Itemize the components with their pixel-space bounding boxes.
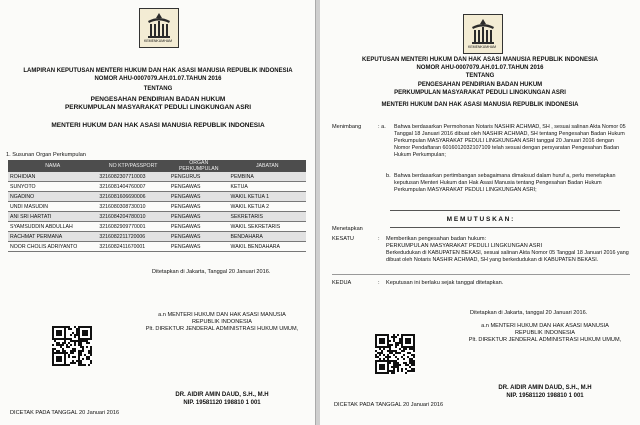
kesatu-detail: Berkedudukan di KABUPATEN BEKASI, sesuai salinan Akta Nomor 05 Tanggal 18 Januari 2016 yang dibuat oleh Notaris NASHIR ACHMAD, SH yang berkedudukan di KABUPATEN BEKASI. [386,250,629,263]
divider [390,210,620,211]
cell-organ: PENGAWAS [169,182,229,192]
subject-line-2: PERKUMPULAN MASYARAKAT PEDULI LINGKUNGAN ASRI [394,90,566,96]
place-date: Ditetapkan di Jakarta, Tanggal 20 Januari 2016. [152,269,271,275]
cell-organ: PENGAWAS [169,192,229,202]
cell-ktp: 3216082411670001 [97,242,169,252]
sign-line-1: a.n MENTERI HUKUM DAN HAK ASASI MANUSIA [158,312,286,318]
cell-nama: UNDI MASUDIN [8,202,97,212]
subject-line-1: PENGESAHAN PENDIRIAN BADAN HUKUM [90,96,226,103]
cell-organ: PENGAWAS [169,222,229,232]
kesatu-entity: PERKUMPULAN MASYARAKAT PEDULI LINGKUNGAN ASRI [386,243,543,249]
signer-nip: NIP. 19581120 198810 1 001 [506,393,584,399]
cell-jabatan: PEMBINA [229,172,307,182]
sign-line-1: a.n MENTERI HUKUM DAN HAK ASASI MANUSIA [481,323,609,329]
table-row [8,222,306,232]
cell-organ: PENGAWAS [169,242,229,252]
decree-number: NOMOR AHU-0007079.AH.01.07.TAHUN 2016 [416,65,544,71]
sign-line-3: Plt. DIREKTUR JENDERAL ADMINISTRASI HUKUM UMUM, [468,337,622,343]
cell-ktp: 3216081606690006 [97,192,169,202]
table-row [8,212,306,222]
cell-organ: PENGAWAS [169,232,229,242]
header-jabatan: JABATAN [229,160,307,172]
table-row [8,242,306,252]
table-row [8,192,306,202]
attachment-title: LAMPIRAN KEPUTUSAN MENTERI HUKUM DAN HAK ASASI MANUSIA REPUBLIK INDONESIA [23,68,293,74]
cell-jabatan: BENDAHARA [229,232,307,242]
table-row [8,202,306,212]
memutuskan-heading: M E M U T U S K A N : [446,216,514,223]
cell-ktp: 3216082307710003 [97,172,169,182]
kedua-label: KEDUA [332,280,352,286]
cell-nama: SYAMSUDDIN ABDULLAH [8,222,97,232]
qr-code-icon [52,326,92,366]
place-date: Ditetapkan di Jakarta, tanggal 20 Januari 2016. [470,310,588,316]
table-row [8,172,306,182]
subject-line-1: PENGESAHAN PENDIRIAN BADAN HUKUM [417,82,543,88]
about-label: TENTANG [465,73,495,79]
sign-line-3: Plt. DIREKTUR JENDERAL ADMINISTRASI HUKUM UMUM, [145,326,299,332]
decree-page [320,0,640,425]
members-table [8,160,306,252]
decree-number: NOMOR AHU-0007079.AH.01.07.TAHUN 2016 [94,76,222,82]
colon: : a. [378,124,386,130]
emblem-caption: KEMENKUMHAM [143,39,172,43]
cell-jabatan: WAKIL BENDAHARA [229,242,307,252]
menetapkan-label: Menetapkan [332,226,363,232]
header-organ: ORGAN PERKUMPULAN [169,160,229,172]
header-ktp: NO KTP/PASSPORT [97,160,169,172]
divider [390,227,620,228]
cell-nama: RACHMAT PERMANA [8,232,97,242]
qr-code-icon [375,334,415,374]
menimbang-label: Menimbang [332,124,362,130]
cell-nama: NGADINO [8,192,97,202]
point-b-marker: b. [386,173,391,179]
decree-title: KEPUTUSAN MENTERI HUKUM DAN HAK ASASI MANUSIA REPUBLIK INDONESIA [362,57,598,63]
cell-organ: PENGURUS [169,172,229,182]
cell-ktp: 3216082909770001 [97,222,169,232]
cell-nama: ANI SRI HARTATI [8,212,97,222]
cell-jabatan: WAKIL KETUA 2 [229,202,307,212]
kesatu-text: Memberikan pengesahan badan hukum: [386,236,487,242]
cell-organ: PENGAWAS [169,212,229,222]
signer-nip: NIP. 19581120 198810 1 001 [183,400,261,406]
table-row [8,232,306,242]
cell-ktp: 3216084204780010 [97,212,169,222]
minister-heading: MENTERI HUKUM DAN HAK ASASI MANUSIA REPUBLIK INDONESIA [381,102,579,108]
about-label: TENTANG [143,86,173,92]
header-nama: NAMA [8,160,97,172]
sign-line-2: REPUBLIK INDONESIA [515,330,575,336]
cell-nama: SUNYOTO [8,182,97,192]
kesatu-label: KESATU [332,236,354,242]
cell-nama: NOOR CHOLIS ADRIYANTO [8,242,97,252]
colon: : [378,236,380,242]
print-date: DICETAK PADA TANGGAL 20 Januari 2016 [10,410,120,416]
section-title: 1. Susunan Organ Perkumpulan [6,152,86,158]
table-row [8,182,306,192]
cell-jabatan: WAKIL SEKRETARIS [229,222,307,232]
signer-name: DR. AIDIR AMIN DAUD, S.H., M.H [498,385,592,391]
colon: : [378,280,380,286]
cell-organ: PENGAWAS [169,202,229,212]
cell-jabatan: KETUA [229,182,307,192]
menimbang-b-text: Bahwa berdasarkan pertimbangan sebagaimana dimaksud dalam huruf a, perlu menetapkan keputusan Menteri Hukum dan Hak Asasi Manusia tentang Pengesahan Badan Hukum Perkumpulan MASYARAKAT PEDULI LINGKUNGAN ASRI; [394,173,616,193]
emblem-caption: KEMENKUMHAM [467,45,496,49]
divider [332,274,630,275]
cell-nama: ROHIDIAN [8,172,97,182]
minister-heading: MENTERI HUKUM DAN HAK ASASI MANUSIA REPUBLIK INDONESIA [51,122,265,129]
menimbang-a-text: Bahwa berdasarkan Permohonan Notaris NASHIR ACHMAD, SH , sesuai salinan Akta Nomor 05 Tanggal 18 Januari 2016 dibuat oleh NASHIR ACHMAD, SH tentang Pengesahan Badan Hukum Perkumpulan MASYARAKAT PEDULI LINGKUNGAN ASRI tanggal 20 Januari 2016 dengan Nomor Pendaftaran 6016012032107109 telah sesuai dengan persyaratan Pengesahan Badan Hukum Perkumpulan; [394,124,626,158]
signer-name: DR. AIDIR AMIN DAUD, S.H., M.H [175,392,269,398]
cell-ktp: 3216082211720006 [97,232,169,242]
cell-jabatan: SEKRETARIS [229,212,307,222]
attachment-page [0,0,316,425]
subject-line-2: PERKUMPULAN MASYARAKAT PEDULI LINGKUNGAN ASRI [64,104,252,111]
cell-jabatan: WAKIL KETUA 1 [229,192,307,202]
print-date: DICETAK PADA TANGGAL 20 Januari 2016 [334,402,444,408]
sign-line-2: REPUBLIK INDONESIA [192,319,252,325]
cell-ktp: 3216081404760007 [97,182,169,192]
cell-ktp: 3216080308730010 [97,202,169,212]
kedua-text: Keputusan ini berlaku sejak tanggal ditetapkan. [386,280,504,286]
